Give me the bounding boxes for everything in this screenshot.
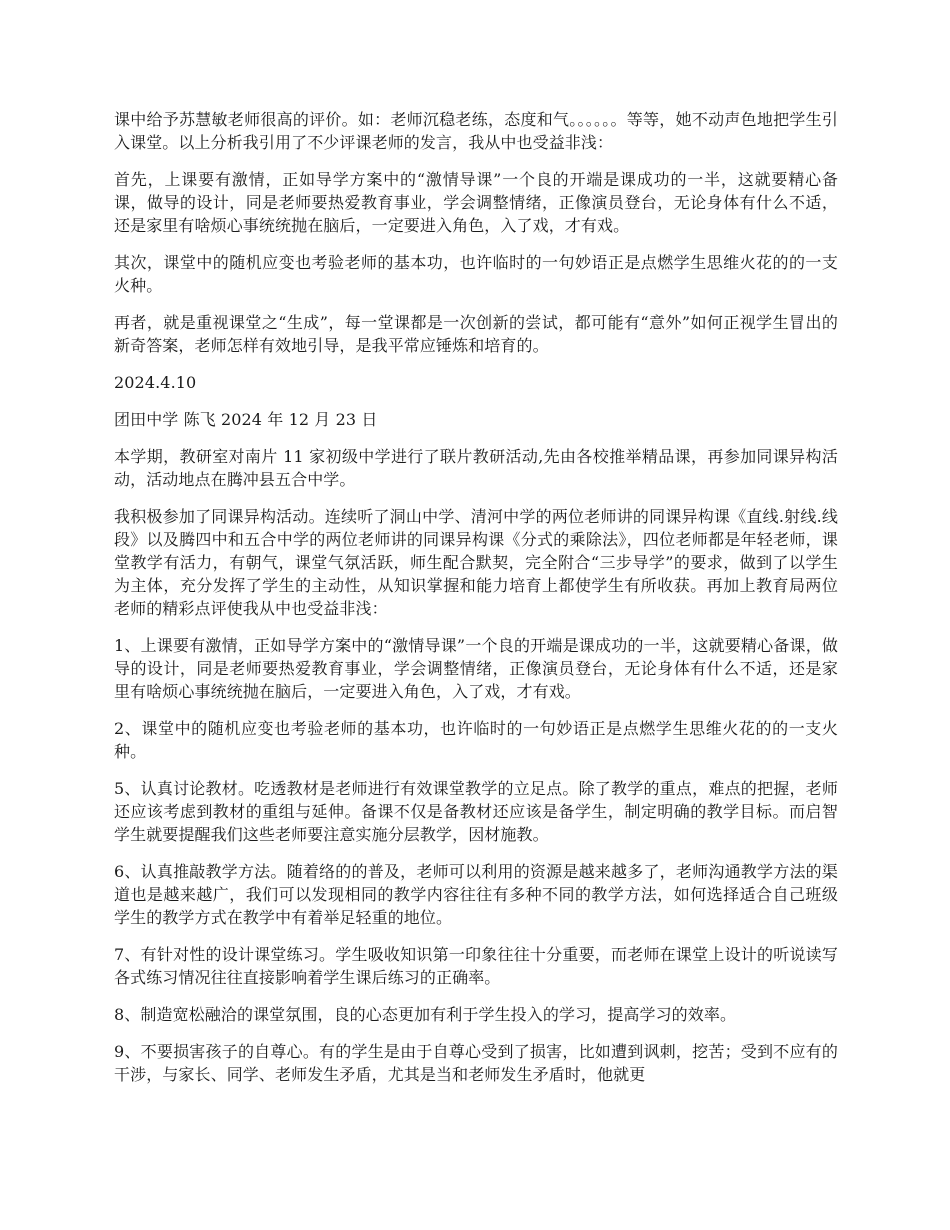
list-item-2: 2、课堂中的随机应变也考验老师的基本功，也许临时的一句妙语正是点燃学生思维火花的的一支火种。: [114, 719, 838, 761]
paragraph-third-point: 再者，就是重视课堂之“生成”，每一堂课都是一次创新的尝试，都可能有“意外”如何正视学生冒出的新奇答案，老师怎样有效地引导，是我平常应锤炼和培育的。: [114, 313, 838, 355]
paragraph-semester-intro: 本学期，教研室对南片 11 家初级中学进行了联片教研活动,先由各校推举精品课，再参加同课异构活动，活动地点在腾冲县五合中学。: [114, 447, 838, 489]
list-item-7: 7、有针对性的设计课堂练习。学生吸收知识第一印象往往十分重要，而老师在课堂上设计的听说读写各式练习情况往往直接影响着学生课后练习的正确率。: [114, 945, 838, 987]
document-page: [114, 108, 838, 1100]
list-item-1: 1、上课要有激情，正如导学方案中的“激情导课”一个良的开端是课成功的一半，这就要精心备课，做导的设计，同是老师要热爱教育事业，学会调整情绪，正像演员登台，无论身体有什么不适，还是家里有啥烦心事统统抛在脑后，一定要进入角色，入了戏，才有戏。: [114, 636, 838, 701]
paragraph-first-point: 首先，上课要有激情，正如导学方案中的“激情导课”一个良的开端是课成功的一半，这就要精心备课，做导的设计，同是老师要热爱教育事业，学会调整情绪，正像演员登台，无论身体有什么不适，还是家里有啥烦心事统统抛在脑后，一定要进入角色，入了戏，才有戏。: [114, 170, 838, 235]
date-line: 2024.4.10: [114, 373, 197, 392]
list-item-8: 8、制造宽松融洽的课堂氛围，良的心态更加有利于学生投入的学习，提高学习的效率。: [114, 1005, 737, 1024]
paragraph-second-point: 其次，课堂中的随机应变也考验老师的基本功，也许临时的一句妙语正是点燃学生思维火花的的一支火种。: [114, 253, 838, 295]
paragraph-participation: 我积极参加了同课异构活动。连续听了洞山中学、清河中学的两位老师讲的同课异构课《直线.射线.线段》以及腾四中和五合中学的两位老师讲的同课异构课《分式的乘除法》，四位老师都是年轻老师，课堂教学有活力，有朝气，课堂气氛活跃，师生配合默契，完全附合“三步导学”的要求，做到了以学生为主体，充分发挥了学生的主动性，从知识掌握和能力培育上都使学生有所收获。再加上教育局两位老师的精彩点评使我从中也受益非浅：: [114, 507, 838, 618]
paragraph-evaluation-intro: 课中给予苏慧敏老师很高的评价。如：老师沉稳老练，态度和气。。。。。。等等，她不动声色地把学生引入课堂。以上分析我引用了不少评课老师的发言，我从中也受益非浅：: [114, 110, 838, 152]
author-date-line: 团田中学 陈飞 2024 年 12 月 23 日: [114, 410, 378, 429]
list-item-6: 6、认真推敲教学方法。随着络的的普及，老师可以利用的资源是越来越多了，老师沟通教学方法的渠道也是越来越广，我们可以发现相同的教学内容往往有多种不同的教学方法，如何选择适合自己班级学生的教学方式在教学中有着举足轻重的地位。: [114, 862, 838, 927]
list-item-9: 9、不要损害孩子的自尊心。有的学生是由于自尊心受到了损害，比如遭到讽刺，挖苦；受到不应有的干涉，与家长、同学、老师发生矛盾，尤其是当和老师发生矛盾时，他就更: [114, 1042, 838, 1084]
list-item-5: 5、认真讨论教材。吃透教材是老师进行有效课堂教学的立足点。除了教学的重点，难点的把握，老师还应该考虑到教材的重组与延伸。备课不仅是备教材还应该是备学生，制定明确的教学目标。而启智学生就要提醒我们这些老师要注意实施分层教学，因材施教。: [114, 779, 838, 844]
